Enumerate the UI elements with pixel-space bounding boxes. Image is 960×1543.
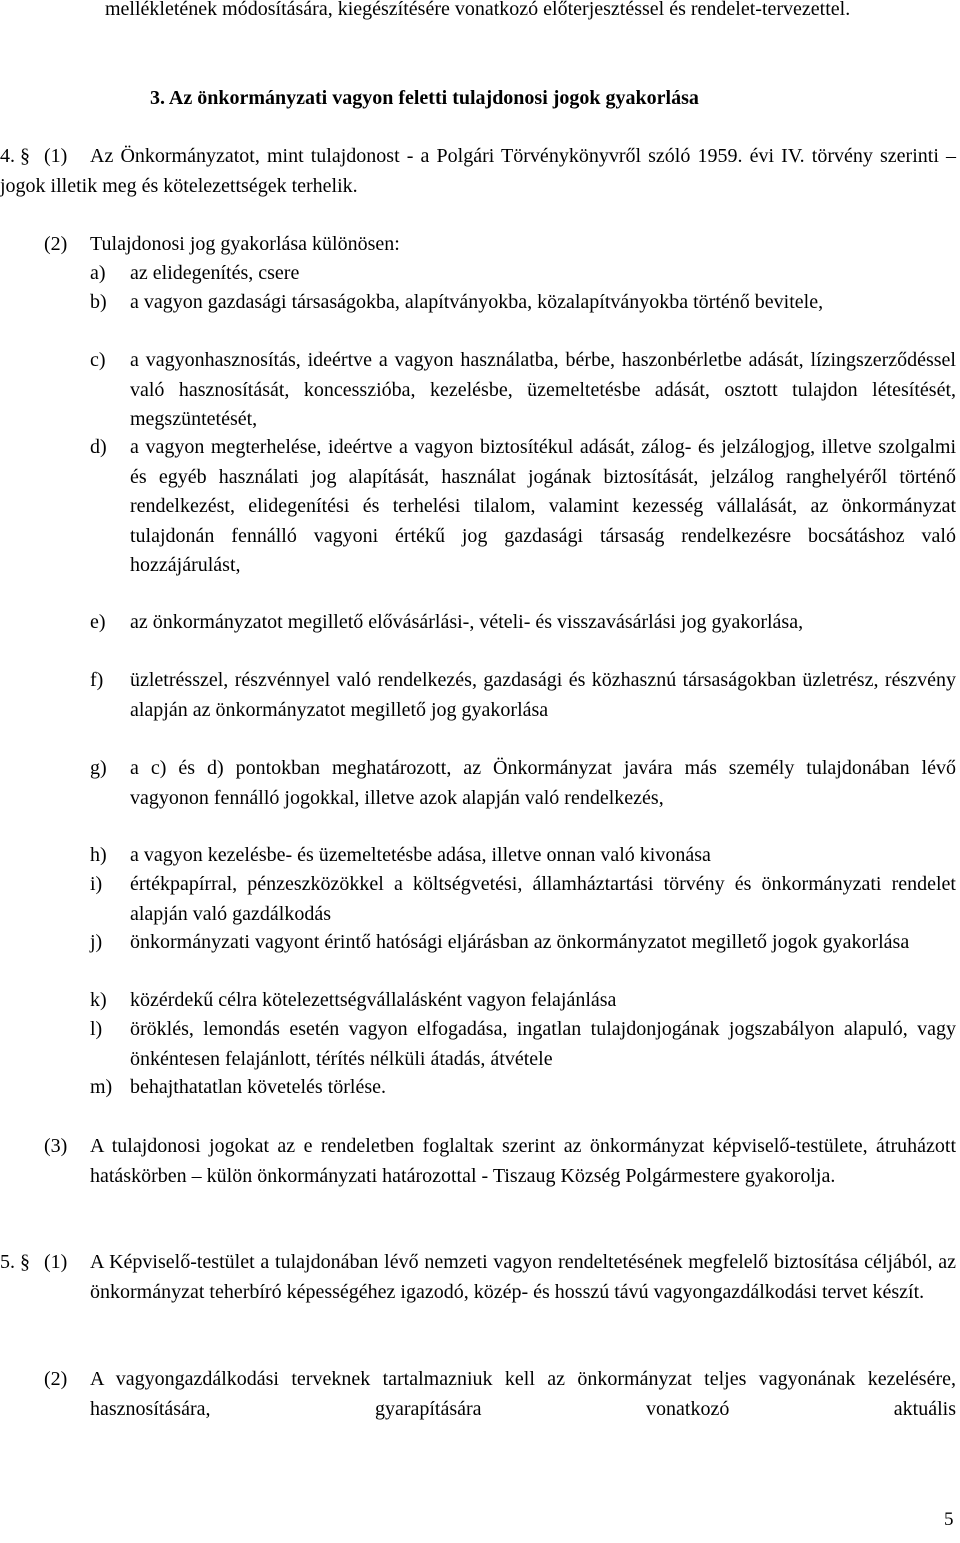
subsection-number: (2) (44, 233, 68, 255)
intro-continuation: mellékletének módosítására, kiegészítésére vonatkozó előterjesztéssel és rendelet-tervezettel. (105, 0, 851, 20)
subsection-number: (1) (44, 145, 68, 167)
list-item-text: öröklés, lemondás esetén vagyon elfogadása, ingatlan tulajdonjogának jogszabályon alapuló, vagy önkéntesen felajánlott, térítés nélküli átadás, átvétele (130, 1018, 956, 1070)
list-item-text: önkormányzati vagyont érintő hatósági eljárásban az önkormányzatot megillető jogok gyakorlása (130, 931, 910, 953)
list-item-label: i) (90, 873, 103, 895)
section-sign: § (20, 145, 30, 167)
list-item-label: d) (90, 436, 107, 458)
list-item-text: a c) és d) pontokban meghatározott, az Önkormányzat javára más személy tulajdonában lévő vagyonon fennálló jogokkal, illetve azok alapján való rendelkezés, (130, 757, 956, 809)
subsection-text: A tulajdonosi jogokat az e rendeletben foglaltak szerint az önkormányzat képviselő-testülete, átruházott hatáskörben – külön önkormányzati határozottal - Tiszaug Község Polgármestere gyakorolja. (90, 1135, 956, 1187)
list-item-text: a vagyon kezelésbe- és üzemeltetésbe adása, illetve onnan való kivonása (130, 844, 711, 866)
list-item-label: k) (90, 989, 107, 1011)
subsection-text: A vagyongazdálkodási terveknek tartalmazniuk kell az önkormányzat teljes vagyonának kezelésére, hasznosítására, gyarapítására vonatkozó aktuális (90, 1368, 956, 1420)
subsection-text: A Képviselő-testület a tulajdonában lévő nemzeti vagyon rendeltetésének megfelelő biztosítása céljából, az önkormányzat teherbíró képességéhez igazodó, közép- és hosszú távú vagyongazdálkodási tervet készít. (90, 1251, 956, 1303)
list-item-text: a vagyon gazdasági társaságokba, alapítványokba, közalapítványokba történő bevitele, (130, 291, 824, 313)
subsection-text: Az Önkormányzatot, mint tulajdonost - a Polgári Törvénykönyvről szóló 1959. évi IV. törvény szerinti – jogok illetik meg és kötelezettségek terhelik. (0, 145, 956, 197)
list-item-label: b) (90, 291, 107, 313)
list-item-label: l) (90, 1018, 103, 1040)
subsection-text: Tulajdonosi jog gyakorlása különösen: (90, 233, 400, 255)
list-item-text: értékpapírral, pénzeszközökkel a költségvetési, államháztartási törvény és önkormányzati rendelet alapján való gazdálkodás (130, 873, 956, 925)
list-item-text: az elidegenítés, csere (130, 262, 300, 284)
list-item-text: az önkormányzatot megillető elővásárlási-, vételi- és visszavásárlási jog gyakorlása, (130, 611, 804, 633)
subsection-number: (2) (44, 1368, 68, 1390)
list-item-label: m) (90, 1076, 113, 1098)
list-item-label: e) (90, 611, 106, 633)
list-item-label: h) (90, 844, 107, 866)
list-item-text: üzletrésszel, részvénnyel való rendelkezés, gazdasági és közhasznú társaságokban üzletrész, részvény alapján az önkormányzatot megillető jog gyakorlása (130, 669, 956, 721)
subsection-number: (3) (44, 1135, 68, 1157)
section-sign: § (20, 1251, 30, 1273)
list-item-label: g) (90, 757, 107, 779)
list-item-text: közérdekű célra kötelezettségvállalásként vagyon felajánlása (130, 989, 617, 1011)
list-item-text: a vagyonhasznosítás, ideértve a vagyon használatba, bérbe, haszonbérletbe adását, lízingszerződéssel való hasznosítását, koncesszióba, kezelésbe, üzemeltetésbe adását, osztott tulajdon létesítését, megszüntetését, (130, 349, 956, 430)
list-item-label: j) (90, 931, 103, 953)
list-item-text: behajthatatlan követelés törlése. (130, 1076, 387, 1098)
list-item-label: a) (90, 262, 106, 284)
list-item-text: a vagyon megterhelése, ideértve a vagyon biztosítékul adását, zálog- és jelzálogjog, illetve szolgalmi és egyéb használati jog alapítását, használat jogának biztosítását, jelzálog ranghelyéről történő rendelkezést, elidegenítési és terhelési tilalom, valamint kezesség vállalását, az önkormányzat tulajdonán fennálló vagyoni értékű jog gazdasági társaság rendelkezésre bocsátáshoz való hozzájárulást, (130, 436, 956, 576)
section-title: 3. Az önkormányzati vagyon feletti tulajdonosi jogok gyakorlása (150, 87, 699, 109)
subsection-number: (1) (44, 1251, 68, 1273)
list-item-label: f) (90, 669, 104, 691)
paragraph-number: 5. (0, 1251, 15, 1273)
paragraph-number: 4. (0, 145, 15, 167)
list-item-label: c) (90, 349, 106, 371)
page-number: 5 (944, 1509, 954, 1530)
